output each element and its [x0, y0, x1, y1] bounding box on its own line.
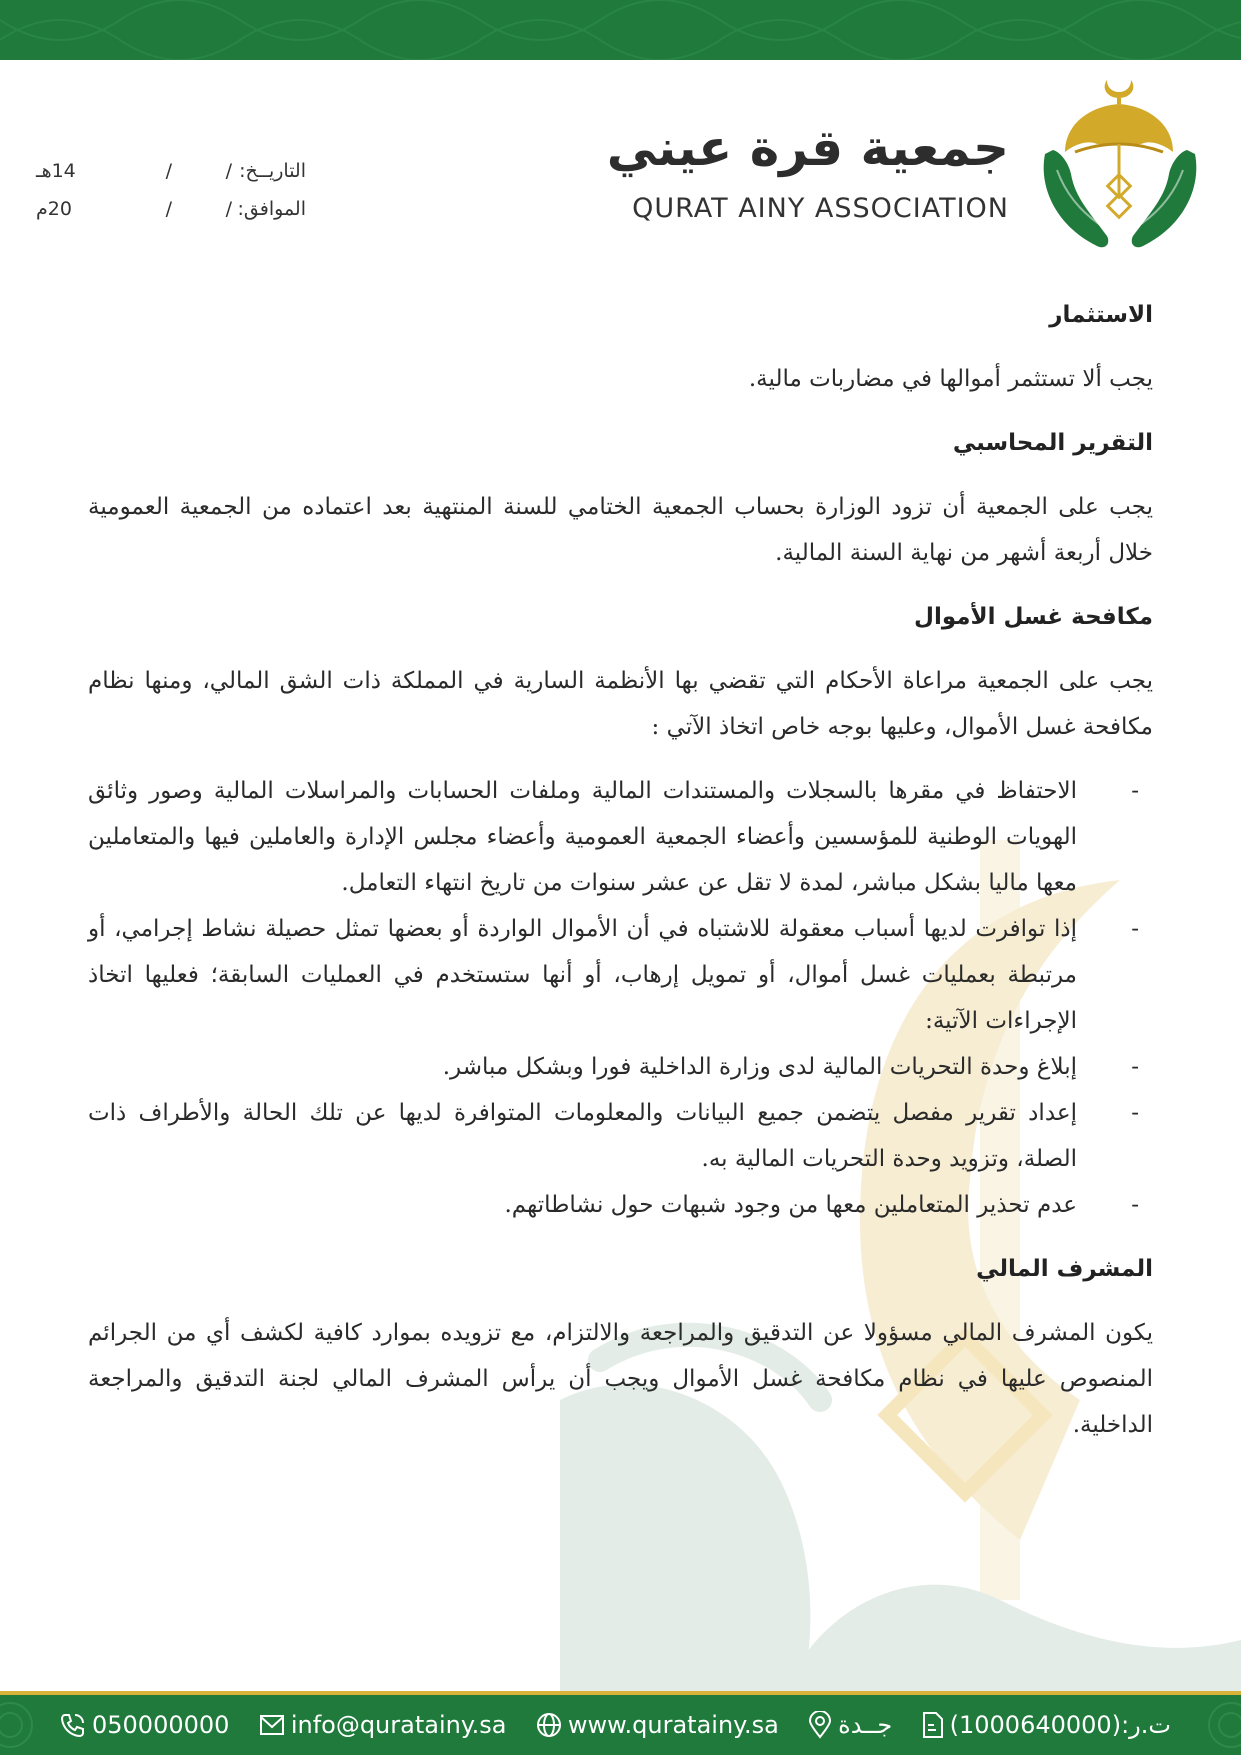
phone-icon [60, 1712, 86, 1738]
footer-email[interactable] [259, 1711, 507, 1739]
footer-location [808, 1711, 892, 1739]
top-pattern [0, 0, 1241, 60]
location-pin-icon [808, 1711, 832, 1739]
phone-number[interactable]: 050000000 [92, 1711, 230, 1739]
document-body [88, 292, 1153, 1466]
date-separator: / [165, 198, 172, 220]
section-title: الاستثمار [1049, 302, 1153, 328]
footer-pattern-right [1185, 1695, 1241, 1755]
top-band [0, 0, 1241, 60]
association-logo [1035, 74, 1205, 254]
section-body: يجب على الجمعية مراعاة الأحكام التي تقضي بها الأنظمة السارية في المملكة ذات الشق المالي، ومنها نظام مكافحة غسل الأموال، وعليها بوجه خاص اتخاذ الآتي : [88, 668, 1153, 740]
section-body: يجب على الجمعية أن تزود الوزارة بحساب الجمعية الختامي للسنة المنتهية بعد اعتماده من الجمعية العمومية خلال أربعة أشهر من نهاية السنة المالية. [88, 494, 1153, 566]
footer-website[interactable] [536, 1711, 779, 1739]
list-item: - عدم تحذير المتعاملين معها من وجود شبهات حول نشاطاتهم. [88, 1182, 1153, 1228]
list-item: - الاحتفاظ في مقرها بالسجلات والمستندات المالية وملفات الحسابات والمراسلات المالية وصور وثائق الهويات الوطنية للمؤسسين وأعضاء الجمعية العمومية وأعضاء مجلس الإدارة والعاملين فيها والمتعاملين معها ماليا بشكل مباشر، لمدة لا تقل عن عشر سنوات من تاريخ انتهاء التعامل. [88, 768, 1153, 906]
hijri-date-label: التاريــخ: [239, 160, 306, 182]
email-link[interactable]: info@quratainy.sa [290, 1711, 507, 1739]
section-anti-money-laundering [88, 594, 1153, 1228]
date-fields [36, 152, 306, 228]
section-body: يكون المشرف المالي مسؤولا عن التدقيق والمراجعة والالتزام، مع تزويده بموارد كافية لكشف أي من الجرائم المنصوص عليها في نظام مكافحة غسل الأموال ويجب أن يرأس المشرف المالي لجنة التدقيق والمراجعة الداخلية. [88, 1320, 1153, 1438]
section-title: مكافحة غسل الأموال [913, 604, 1153, 630]
footer [0, 1695, 1241, 1755]
section-financial-supervisor [88, 1246, 1153, 1448]
document-icon [922, 1711, 944, 1739]
gregorian-date-row [36, 190, 306, 228]
section-investment [88, 292, 1153, 402]
brand-name-arabic: جمعية قرة عيني [606, 119, 1009, 177]
footer-phone[interactable] [60, 1711, 229, 1739]
section-accounting-report [88, 420, 1153, 576]
section-title: التقرير المحاسبي [952, 430, 1153, 456]
date-separator: / [225, 160, 232, 182]
gregorian-year-suffix: 20م [36, 198, 72, 220]
hijri-date-row [36, 152, 306, 190]
date-separator: / [165, 160, 172, 182]
footer-registration [922, 1711, 1171, 1739]
footer-pattern-left [0, 1695, 56, 1755]
list-item: - إبلاغ وحدة التحريات المالية لدى وزارة الداخلية فورا وبشكل مباشر. [88, 1044, 1153, 1090]
list-item: - إذا توافرت لديها أسباب معقولة للاشتباه في أن الأموال الواردة أو بعضها تمثل حصيلة نشاط إجرامي، أو مرتبطة بعمليات غسل أموال، أو تمويل إرهاب، أو أنها ستستخدم في العمليات السابقة؛ فعليها اتخاذ الإجراءات الآتية: [88, 906, 1153, 1044]
section-body: يجب ألا تستثمر أموالها في مضاربات مالية. [748, 366, 1153, 392]
section-title: المشرف المالي [976, 1256, 1153, 1282]
gregorian-date-label: الموافق: [237, 198, 306, 220]
requirements-list [88, 768, 1153, 1228]
globe-icon [536, 1712, 562, 1738]
date-separator: / [225, 198, 232, 220]
list-item: - إعداد تقرير مفصل يتضمن جميع البيانات والمعلومات المتوافرة لديها عن تلك الحالة والأطراف ذات الصلة، وتزويد وحدة التحريات المالية به. [88, 1090, 1153, 1182]
registration-number: ت.ر:(1000640000) [949, 1711, 1171, 1739]
city-text: جــدة [838, 1711, 893, 1739]
website-link[interactable]: www.quratainy.sa [567, 1711, 779, 1739]
mail-icon [259, 1714, 285, 1736]
hijri-year-suffix: 14هـ [36, 160, 76, 182]
brand-name-english: QURAT AINY ASSOCIATION [632, 193, 1009, 224]
footer-contacts [60, 1695, 1171, 1755]
